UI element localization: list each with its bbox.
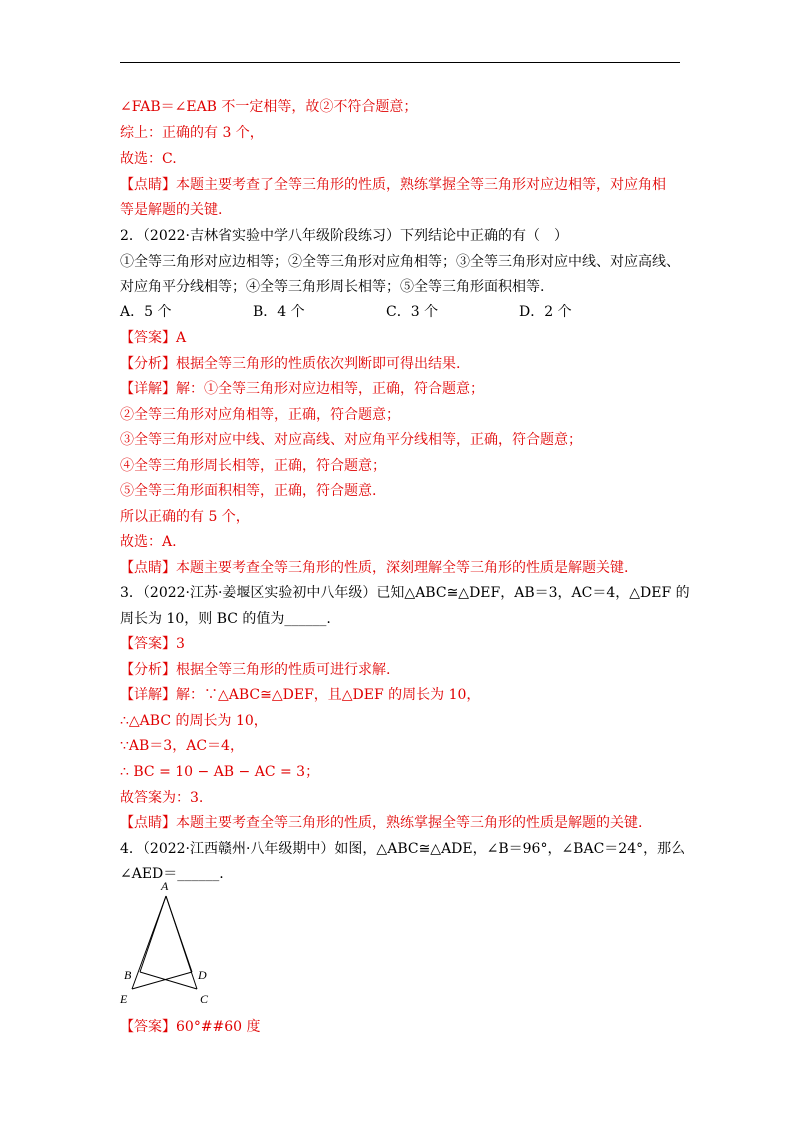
answer-line: 【答案】60°##60 度 <box>120 1019 261 1035</box>
solution-line: 【详解】解：①全等三角形对应边相等，正确，符合题意； <box>120 381 484 397</box>
label-b: B <box>124 968 132 982</box>
solution-line: 故答案为：3. <box>120 790 204 806</box>
solution-line: 故选：A. <box>120 534 177 550</box>
header-rule <box>120 62 680 63</box>
analysis-line: 【分析】根据全等三角形的性质依次判断即可得出结果. <box>120 356 461 372</box>
question-3-stem: 周长为 10，则 BC 的值为______. <box>120 611 331 627</box>
solution-line: 【详解】解：∵△ABC≅△DEF，且△DEF 的周长为 10， <box>120 687 481 703</box>
answer-line: 【答案】A <box>120 330 187 346</box>
question-2-stem: ①全等三角形对应边相等；②全等三角形对应角相等；③全等三角形对应中线、对应高线、 <box>120 254 680 270</box>
triangle-figure <box>114 878 224 1010</box>
option-b: B．4 个 <box>253 304 305 320</box>
solution-line: ∴ BC = 10 − AB − AC = 3； <box>120 764 320 780</box>
text-line: 等是解题的关键. <box>120 202 223 218</box>
solution-line: 所以正确的有 5 个， <box>120 509 250 525</box>
option-c: C．3 个 <box>386 304 439 320</box>
question-2-options <box>120 302 685 322</box>
text-line: 【点睛】本题主要考查了全等三角形的性质，熟练掌握全等三角形对应边相等，对应角相 <box>120 177 666 193</box>
text-line: 综上：正确的有 3 个， <box>120 125 264 141</box>
answer-line: 【答案】3 <box>120 636 185 652</box>
solution-line: ∴△ABC 的周长为 10， <box>120 713 268 729</box>
solution-line: ∵AB＝3，AC＝4， <box>120 738 244 754</box>
solution-line: ⑤全等三角形面积相等，正确，符合题意. <box>120 483 377 499</box>
analysis-line: 【分析】根据全等三角形的性质可进行求解. <box>120 662 391 678</box>
label-c: C <box>200 992 209 1006</box>
solution-line: ②全等三角形对应角相等，正确，符合题意； <box>120 407 400 423</box>
option-a: A．5 个 <box>120 304 172 320</box>
question-2-stem: 对应角平分线相等；④全等三角形周长相等；⑤全等三角形面积相等. <box>120 279 545 295</box>
option-d: D．2 个 <box>519 304 572 320</box>
question-4-stem: ∠AED＝______. <box>120 866 224 882</box>
solution-line: ④全等三角形周长相等，正确，符合题意； <box>120 458 386 474</box>
comment-line: 【点睛】本题主要考查全等三角形的性质，熟练掌握全等三角形的性质是解题的关键. <box>120 815 643 831</box>
label-a: A <box>161 879 169 893</box>
solution-line: ③全等三角形对应中线、对应高线、对应角平分线相等，正确，符合题意； <box>120 432 582 448</box>
text-line: ∠FAB＝∠EAB 不一定相等，故②不符合题意； <box>120 99 418 115</box>
text-line: 故选：C. <box>120 151 177 167</box>
question-3-stem: 3．（2022·江苏·姜堰区实验初中八年级）已知△ABC≅△DEF，AB＝3，AC＝4，△DEF 的 <box>120 585 690 601</box>
question-4-stem: 4．（2022·江西赣州·八年级期中）如图，△ABC≅△ADE，∠B＝96°，∠BAC＝24°，那么 <box>120 841 686 857</box>
label-d: D <box>198 968 207 982</box>
comment-line: 【点睛】本题主要考查全等三角形的性质，深刻理解全等三角形的性质是解题关键. <box>120 560 629 576</box>
question-2-stem: 2．（2022·吉林省实验中学八年级阶段练习）下列结论中正确的有（ ） <box>120 228 568 244</box>
label-e: E <box>120 992 128 1006</box>
